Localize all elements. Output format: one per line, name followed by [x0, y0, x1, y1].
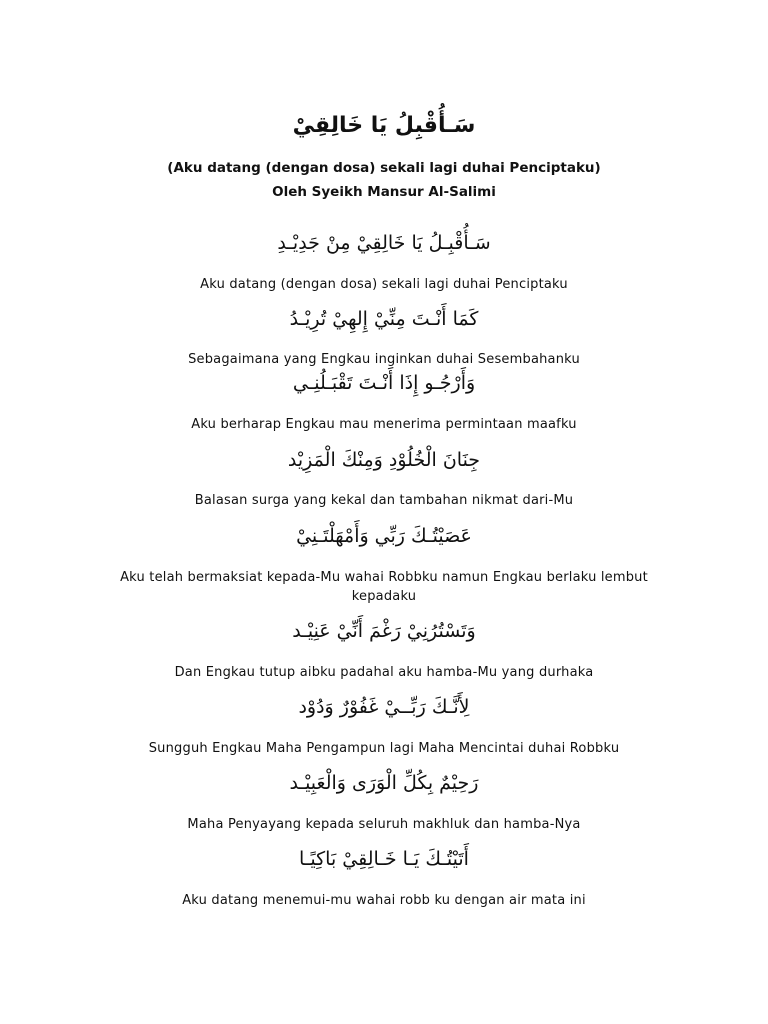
verse-9-arabic: أَتَيْتُـكَ يَـا خَـالِقِيْ بَاكِيًـا — [299, 848, 469, 870]
verse-7-translation: Sungguh Engkau Maha Pengampun lagi Maha Mencintai duhai Robbku — [148, 741, 620, 756]
verse-4-arabic: جِنَانَ الْخُلُوْدِ وَمِنْكَ الْمَزِيْد — [287, 449, 481, 471]
verse-7-arabic: لِأَنَّـكَ رَبِّــيْ غَفُوْرٌ وَدُوْد — [298, 696, 470, 718]
verse-3-arabic: وَأَرْجُـو إِذَا أَنْـتَ تَقْبَـلُنِـي — [292, 372, 476, 394]
verse-2-translation: Sebagaimana yang Engkau inginkan duhai Sesembahanku — [188, 352, 580, 367]
verse-4-translation: Balasan surga yang kekal dan tambahan nikmat dari-Mu — [194, 493, 574, 508]
verse-1-arabic: سَـأُقْبِـلُ يَا خَالِقِيْ مِنْ جَدِيْـدِ — [277, 232, 491, 254]
verse-6-translation: Dan Engkau tutup aibku padahal aku hamba-Mu yang durhaka — [174, 665, 594, 680]
verse-1-translation: Aku datang (dengan dosa) sekali lagi duhai Penciptaku — [200, 277, 568, 292]
verse-8-translation: Maha Penyayang kepada seluruh makhluk dan hamba-Nya — [187, 817, 581, 832]
verse-2-arabic: كَمَا أَنْـتَ مِنِّيْ إِلهِيْ تُرِيْـدُ — [289, 308, 479, 330]
poem-subtitle: (Aku datang (dengan dosa) sekali lagi duhai Penciptaku) — [167, 160, 601, 176]
verse-9-translation: Aku datang menemui-mu wahai robb ku dengan air mata ini — [182, 893, 586, 908]
verse-6-arabic: وَتَسْتُرُنِيْ رَغْمَ أَنِّيْ عَنِيْـد — [292, 620, 476, 642]
verse-8-arabic: رَحِيْمٌ بِكُلِّ الْوَرَى وَالْعَبِيْـد — [289, 772, 479, 794]
verse-5-arabic: عَصَيْتُـكَ رَبِّي وَأَمْهَلْتَـنِيْ — [296, 525, 472, 547]
verse-3-translation: Aku berharap Engkau mau menerima permintaan maafku — [191, 417, 577, 432]
poem-author: Oleh Syeikh Mansur Al-Salimi — [272, 184, 496, 200]
poem-title-arabic: سَـأُقْبِلُ يَا خَالِقِيْ — [292, 113, 476, 138]
verse-5-translation: Aku telah bermaksiat kepada-Mu wahai Robbku namun Engkau berlaku lembut kepadaku — [120, 570, 648, 604]
